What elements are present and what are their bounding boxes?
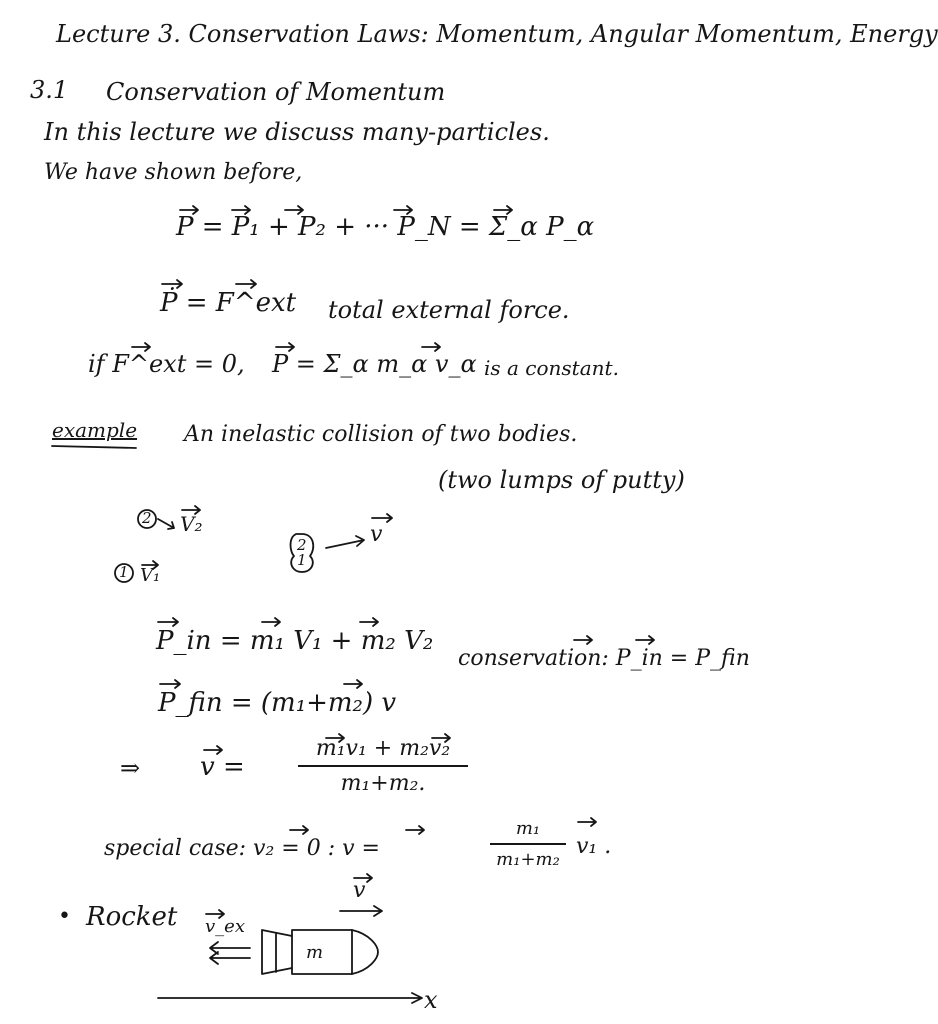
vector-arrow-icon: [290, 826, 308, 834]
intro-line-2: We have shown before,: [44, 160, 303, 185]
vector-arrow-icon: [160, 680, 180, 688]
rocket-velocity: v: [353, 878, 366, 903]
vector-arrow-icon: [494, 206, 512, 214]
bullet: •: [58, 904, 71, 929]
intro-line-1: In this lecture we discuss many-particles.: [44, 118, 550, 146]
vector-arrow-icon: [578, 818, 596, 826]
conservation-statement: conservation: P_in = P_fin: [458, 646, 750, 671]
section-number: 3.1: [30, 76, 69, 104]
special-case: special case: v₂ = 0 : v =: [104, 836, 380, 861]
vector-arrow-icon: [574, 636, 592, 644]
vector-arrow-icon: [132, 343, 150, 351]
merged-body-bottom-label: 1: [297, 551, 307, 569]
body-1-label: 1: [119, 563, 129, 581]
special-denominator: m₁+m₂: [496, 849, 560, 870]
body-2-label: 2: [142, 509, 152, 527]
rocket-nozzle: [262, 930, 292, 974]
vector-arrow-icon: [326, 734, 344, 742]
newton-note: total external force.: [328, 296, 570, 324]
vector-arrow-icon: [422, 343, 440, 351]
body-2-arrow-icon: [158, 519, 174, 529]
vector-arrow-icon: [142, 561, 158, 569]
vector-arrow-icon: [182, 506, 200, 514]
vector-arrow-icon: [372, 514, 392, 522]
total-momentum-equation: P = P₁ + P₂ + ··· P_N = Σ_α P_α: [176, 212, 595, 242]
vector-arrow-icon: [285, 206, 303, 214]
newton-equation: Ṗ = F^ext: [160, 288, 297, 318]
merged-velocity-arrow-icon: [326, 536, 364, 548]
body-1-circle: [115, 564, 133, 582]
vector-arrow-icon: [360, 618, 378, 626]
underline-mark: [52, 446, 136, 448]
example-text: An inelastic collision of two bodies.: [184, 422, 578, 447]
special-numerator: m₁: [515, 818, 541, 839]
vector-arrow-icon: [232, 206, 250, 214]
p-fin-equation: P_fin = (m₁+m₂) v: [158, 688, 397, 718]
rocket-label: Rocket: [86, 902, 178, 932]
body-2-circle: [138, 510, 156, 528]
conservation-note: is a constant.: [484, 356, 619, 380]
exhaust-arrow-icon: [210, 942, 250, 954]
body-1-velocity: V₁: [140, 565, 161, 586]
vector-arrow-icon: [180, 206, 198, 214]
lecture-title: Lecture 3. Conservation Laws: Momentum, Angular Momentum, Energy: [56, 20, 938, 48]
vector-arrow-icon: [158, 618, 178, 626]
rocket-mass: m: [306, 942, 324, 963]
conservation-condition: if F^ext = 0,: [88, 350, 245, 378]
vector-arrow-icon: [636, 636, 654, 644]
special-tail: v₁ .: [576, 834, 612, 859]
rocket-body: [292, 930, 378, 974]
merged-velocity: v: [370, 522, 383, 547]
vector-arrow-icon: [276, 343, 294, 351]
x-axis-arrow-icon: [158, 993, 422, 1003]
vector-arrow-icon: [394, 206, 412, 214]
merged-body-top-label: 2: [297, 536, 307, 554]
section-heading: Conservation of Momentum: [106, 78, 446, 106]
vector-arrow-icon: [354, 874, 372, 882]
rocket-velocity-arrow-icon: [340, 906, 382, 916]
vector-arrow-icon: [344, 680, 362, 688]
exhaust-arrow-icon: [210, 952, 250, 964]
exhaust-velocity: v_ex: [205, 916, 245, 937]
merged-body-outline: [291, 534, 314, 572]
vector-arrow-icon: [262, 618, 280, 626]
vector-arrow-icon: [204, 746, 222, 754]
vector-arrow-icon: [432, 734, 450, 742]
p-in-equation: P_in = m₁ V₁ + m₂ V₂: [156, 626, 434, 656]
v-numerator: m₁v₁ + m₂v₂: [315, 736, 451, 761]
example-parenthetical: (two lumps of putty): [438, 466, 685, 494]
vector-arrow-icon: [406, 826, 424, 834]
v-denominator: m₁+m₂.: [340, 771, 426, 796]
implies-symbol: ⇒: [120, 754, 141, 782]
vector-arrow-icon: [236, 280, 256, 288]
body-2-velocity: V₂: [180, 512, 203, 536]
v-lhs: v =: [200, 752, 245, 782]
x-axis-label: x: [424, 986, 438, 1014]
vector-arrow-icon: [162, 280, 182, 288]
exhaust-vector-arrow-icon: [206, 910, 224, 918]
conservation-result: P = Σ_α m_α v_α: [272, 350, 477, 378]
example-label: example: [52, 418, 138, 442]
